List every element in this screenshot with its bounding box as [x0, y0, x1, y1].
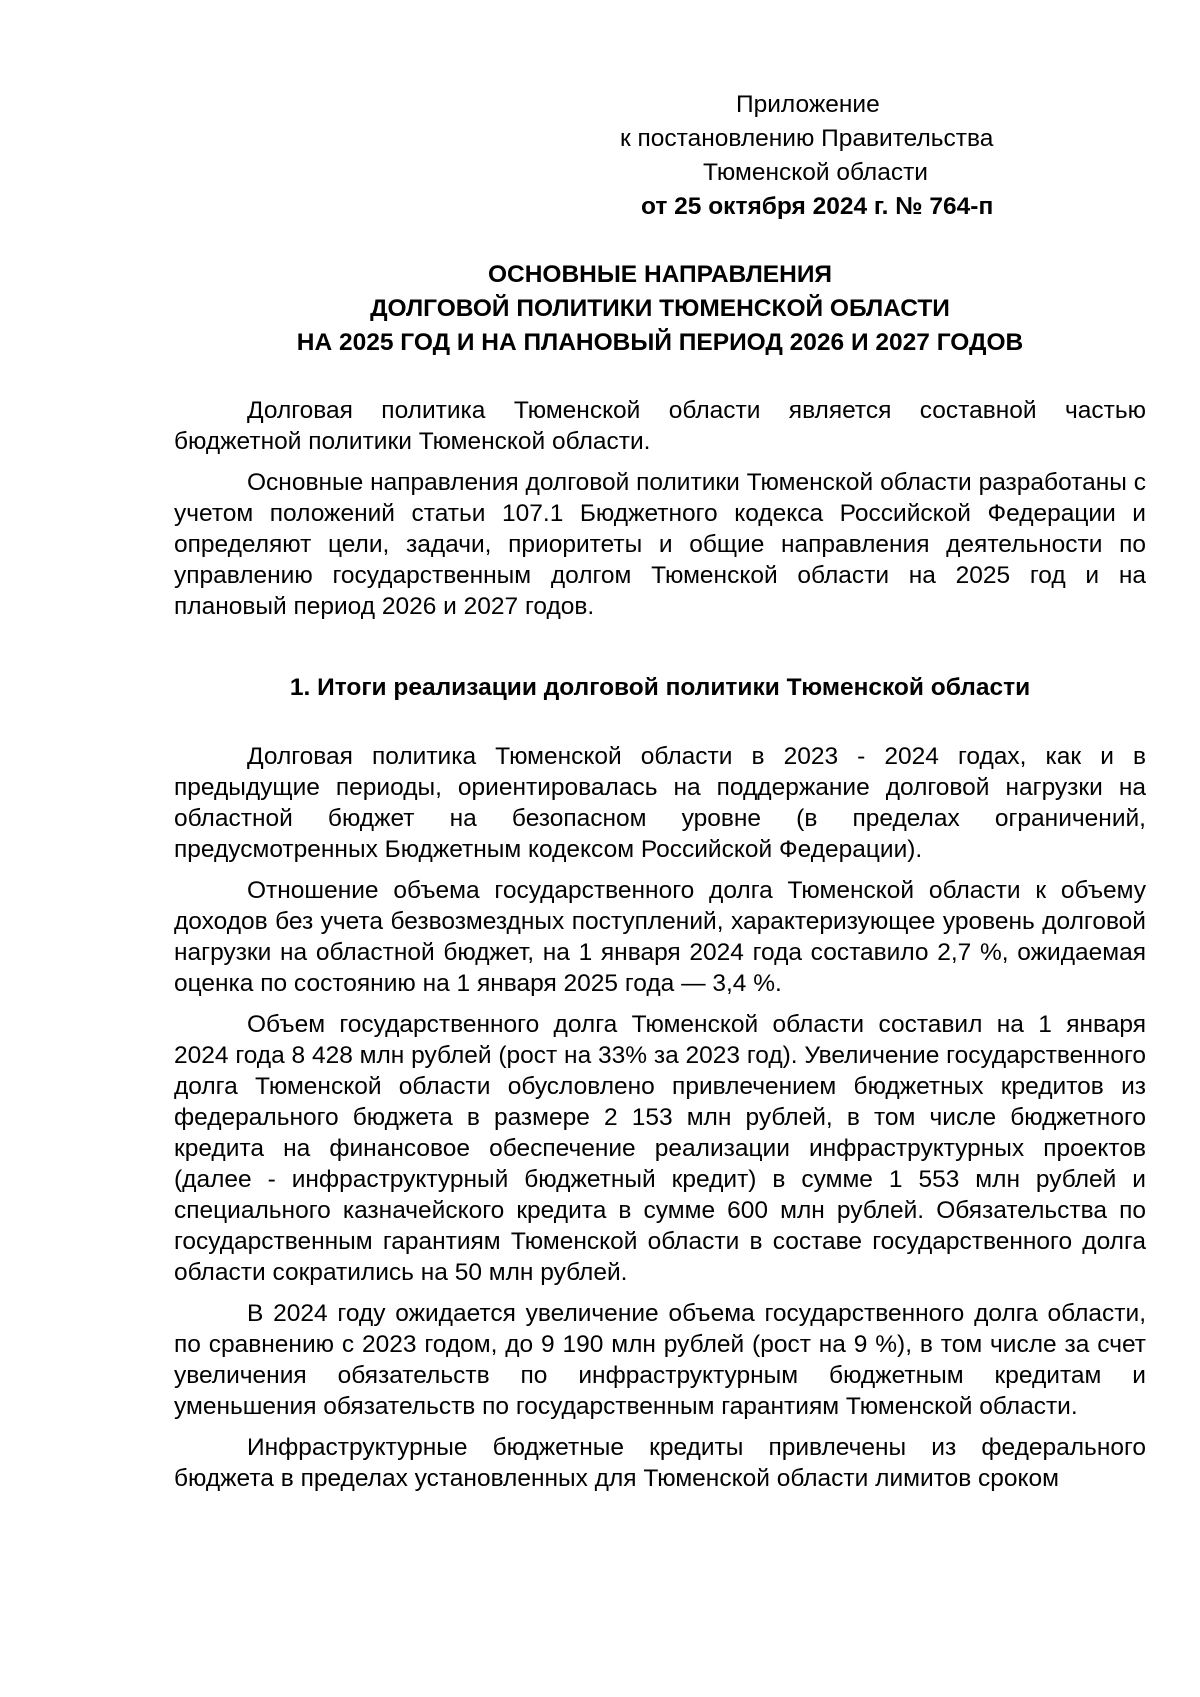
section-1-heading: 1. Итоги реализации долговой политики Тюменской области	[289, 674, 1031, 701]
title-line-2: ДОЛГОВОЙ ПОЛИТИКИ ТЮМЕНСКОЙ ОБЛАСТИ	[370, 295, 950, 322]
section-1-paragraph-3: Объем государственного долга Тюменской области составил на 1 января 2024 года 8 428 млн рублей (рост на 33% за 2023 год). Увеличение государственного долга Тюменской области обусловлено привлечением бюджетных кредитов из федерального бюджета в размере 2 153 млн рублей, в том числе бюджетного кредита на финансовое обеспечение реализации инфраструктурных проектов (далее - инфраструктурный бюджетный кредит) в сумме 1 553 млн рублей и специального казначейского кредита в сумме 600 млн рублей. Обязательства по государственным гарантиям Тюменской области в составе государственного долга области сократились на 50 млн рублей.	[174, 1011, 1146, 1286]
section-1-paragraph-5: Инфраструктурные бюджетные кредиты привлечены из федерального бюджета в пределах установленных для Тюменской области лимитов сроком	[174, 1434, 1146, 1492]
section-1-paragraph-4: В 2024 году ожидается увеличение объема государственного долга области, по сравнению с 2023 годом, до 9 190 млн рублей (рост на 9 %), в том числе за счет увеличения обязательств по инфраструктурным бюджетным кредитам и уменьшения обязательств по государственным гарантиям Тюменской области.	[174, 1300, 1146, 1420]
appendix-label: Приложение	[736, 91, 880, 118]
section-1-paragraph-2: Отношение объема государственного долга Тюменской области к объему доходов без учета безвозмездных поступлений, характеризующее уровень долговой нагрузки на областной бюджет, на 1 января 2024 года составило 2,7 %, ожидаемая оценка по состоянию на 1 января 2025 года — 3,4 %.	[174, 877, 1146, 997]
appendix-date-number: от 25 октября 2024 г. № 764-п	[641, 193, 994, 220]
intro-paragraph-2: Основные направления долговой политики Тюменской области разработаны с учетом положений статьи 107.1 Бюджетного кодекса Российской Федерации и определяют цели, задачи, приоритеты и общие направления деятельности по управлению государственным долгом Тюменской области на 2025 год и на плановый период 2026 и 2027 годов.	[174, 469, 1146, 620]
appendix-block	[620, 88, 1180, 224]
intro-paragraph-1: Долговая политика Тюменской области является составной частью бюджетной политики Тюменской области.	[174, 397, 1146, 455]
appendix-resolution: к постановлению Правительства	[620, 125, 994, 152]
title-line-3: НА 2025 ГОД И НА ПЛАНОВЫЙ ПЕРИОД 2026 И 2027 ГОДОВ	[296, 329, 1024, 356]
title-line-1: ОСНОВНЫЕ НАПРАВЛЕНИЯ	[487, 261, 833, 288]
document-body	[174, 395, 1146, 1494]
document-title	[174, 258, 1146, 360]
appendix-region: Тюменской области	[703, 159, 928, 186]
section-1-paragraph-1: Долговая политика Тюменской области в 2023 - 2024 годах, как и в предыдущие периоды, ориентировалась на поддержание долговой нагрузки на областной бюджет на безопасном уровне (в пределах ограничений, предусмотренных Бюджетным кодексом Российской Федерации).	[174, 743, 1146, 863]
